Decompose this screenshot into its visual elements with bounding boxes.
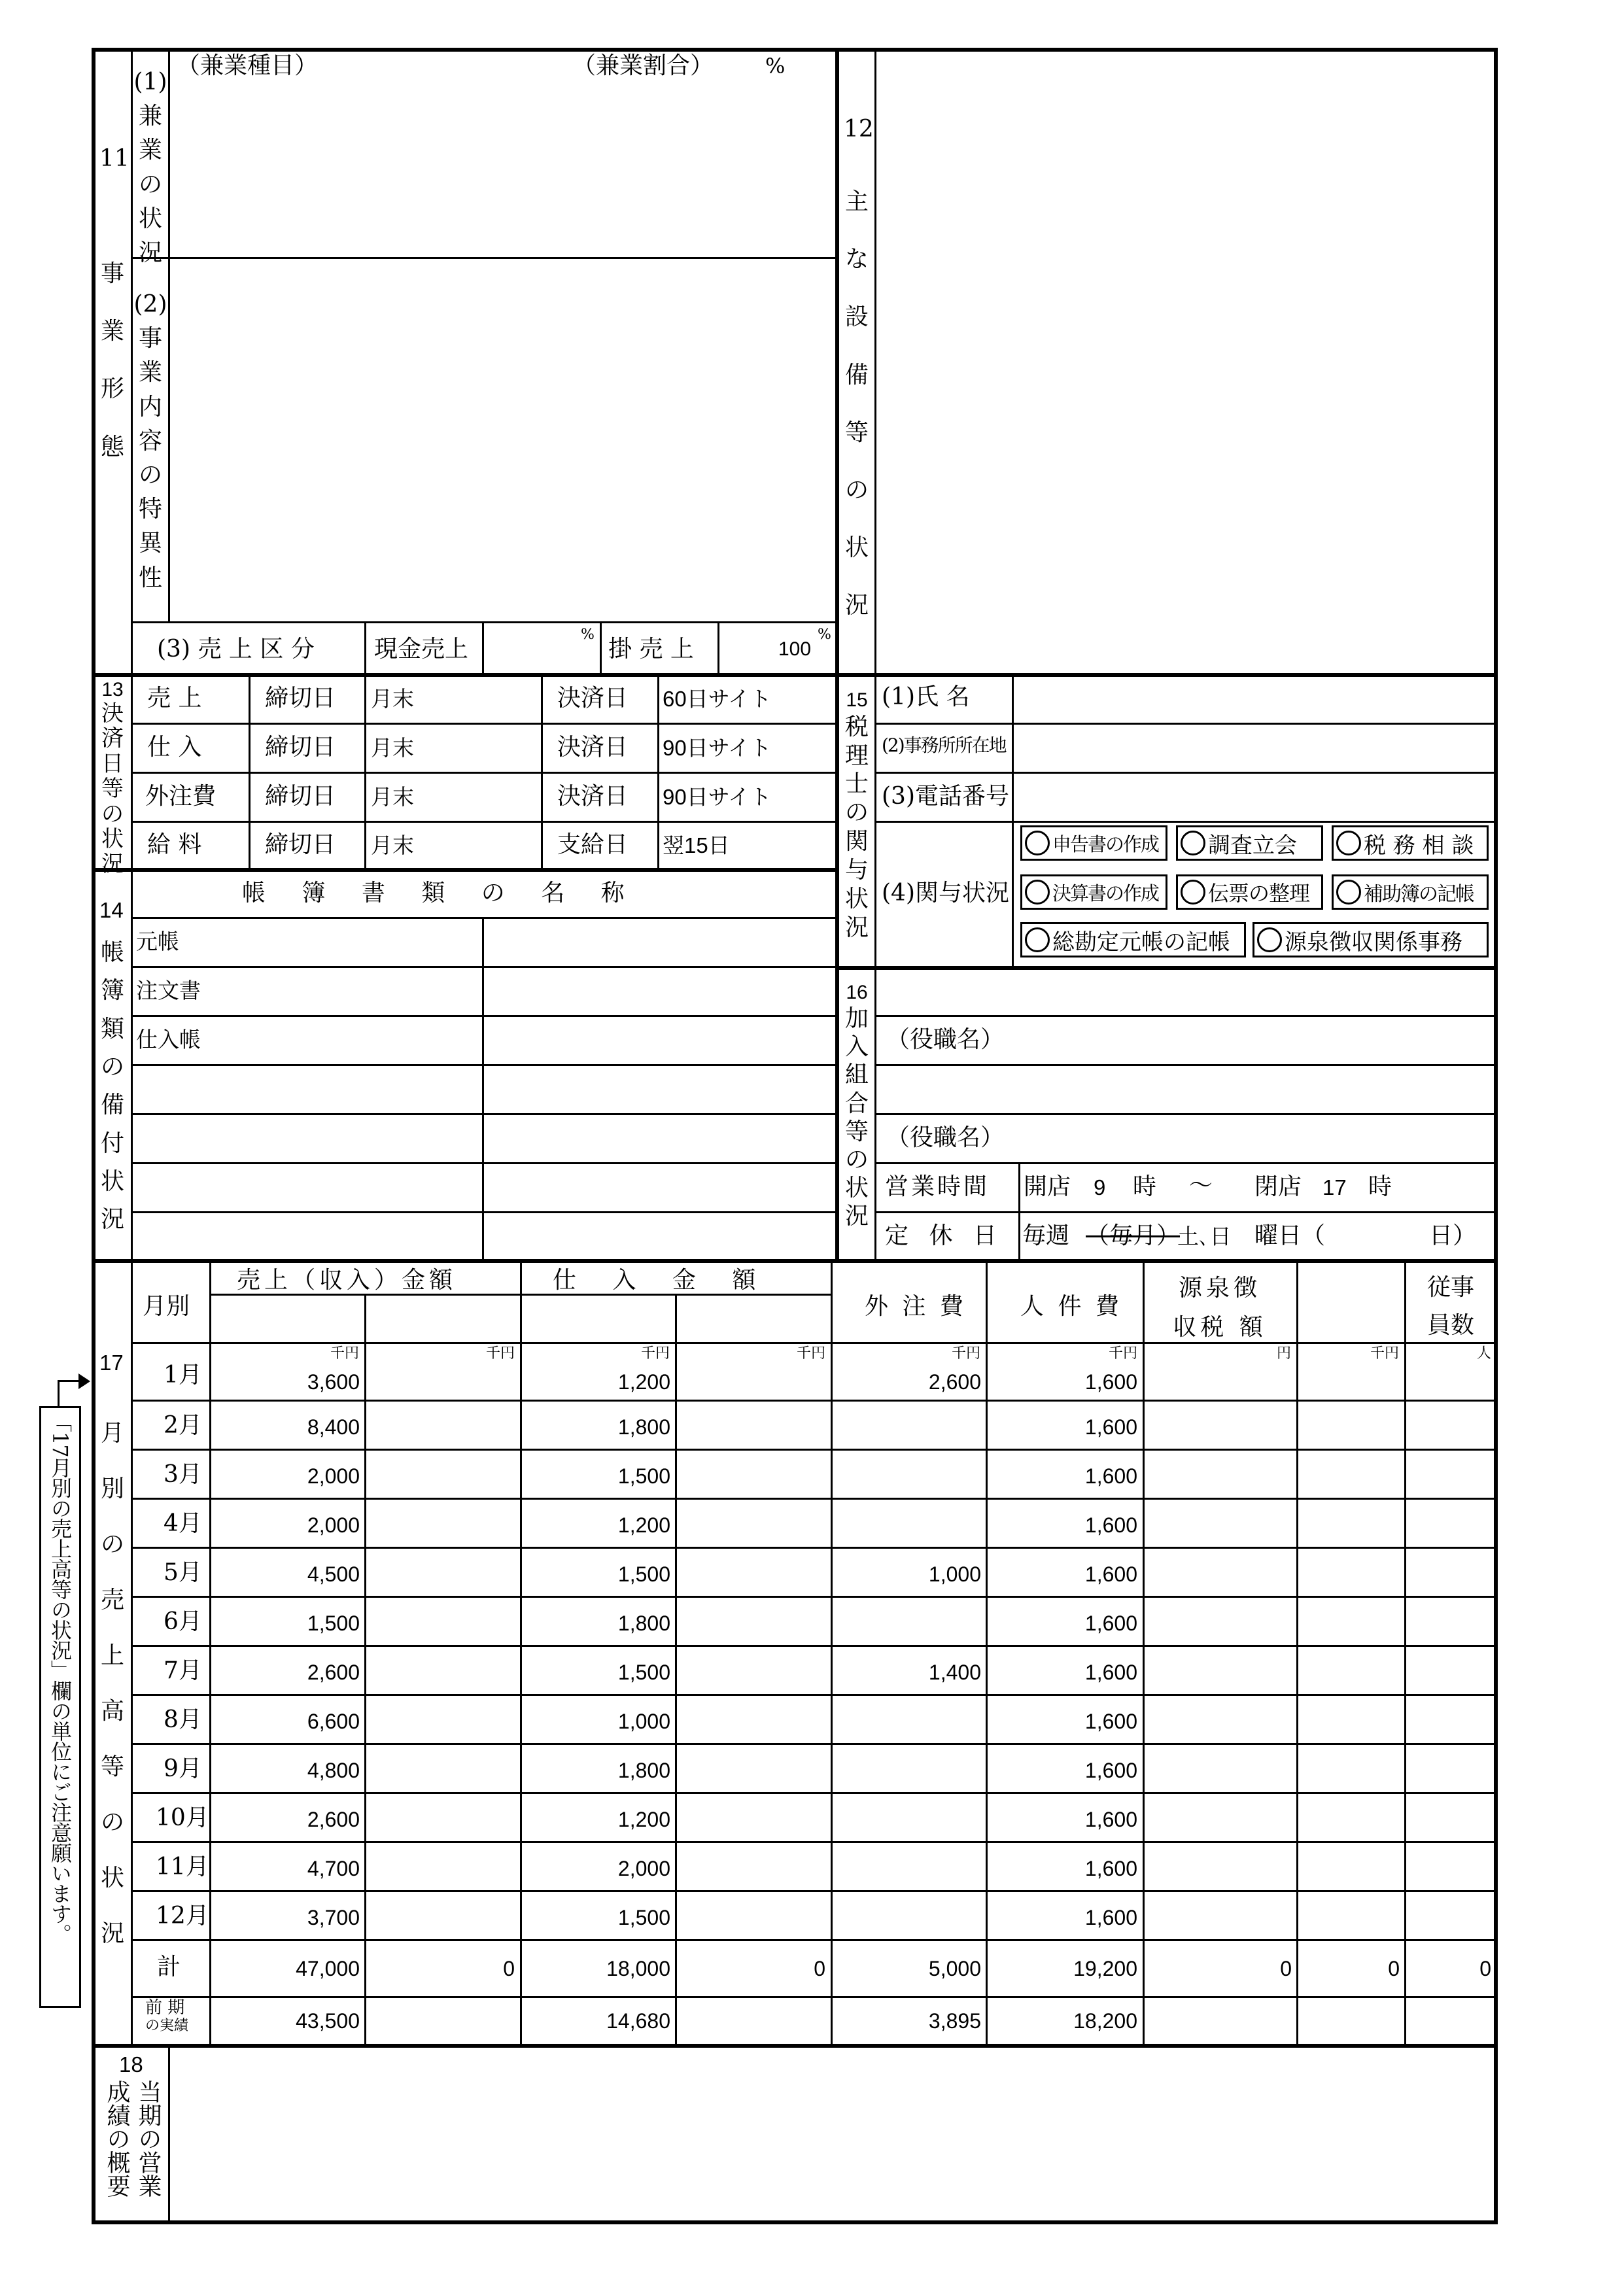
settle-close-val-1: 月末 — [371, 687, 414, 711]
purchase-cell: 1,500 — [617, 1562, 670, 1586]
settle-close-2: 締切日 — [265, 734, 336, 761]
settle-close-4: 締切日 — [265, 831, 336, 858]
month-label: 1月 — [164, 1362, 202, 1388]
open-hour-unit: 時 — [1133, 1173, 1157, 1200]
book-3: 仕入帳 — [136, 1027, 201, 1052]
hours-tilde: ～ — [1189, 1172, 1213, 1199]
sec12-title: 主 な 設 備 等 の 状 況 — [844, 188, 869, 619]
involve-opt-tax-return[interactable]: 申告書の作成 — [1020, 825, 1167, 861]
sec16-label: 16 加 入 組 合 等 の 状 況 — [844, 982, 869, 1230]
total-sales2: 0 — [503, 1957, 515, 1980]
total-personnel: 19,200 — [1073, 1957, 1137, 1980]
month-label: 6月 — [164, 1608, 202, 1635]
close-hour: 17 — [1322, 1175, 1347, 1199]
settle-item-1: 売 上 — [147, 685, 202, 712]
settle-pay-val-3: 90日サイト — [663, 785, 772, 809]
credit-sales-value: 100 — [778, 638, 812, 660]
cash-sales-pct: % — [581, 627, 595, 643]
holiday-weekly: 毎週 — [1022, 1222, 1070, 1249]
arrow-head — [78, 1373, 90, 1389]
settle-close-val-4: 月末 — [371, 833, 414, 857]
arrow-line — [58, 1380, 81, 1382]
h-purchase: 仕 入 金 額 — [553, 1267, 770, 1294]
outsource-cell: 1,400 — [928, 1661, 981, 1684]
settle-pay-1: 決済日 — [557, 685, 629, 712]
purchase-cell: 1,800 — [617, 1759, 670, 1782]
unit-side-note: 「17月別の売上高等の状況」欄の単位にご注意願います。 — [48, 1411, 73, 1944]
month-label: 11月 — [156, 1853, 209, 1880]
personnel-cell: 1,600 — [1084, 1370, 1137, 1394]
circle-icon — [1025, 927, 1050, 952]
sec14-number: 14 — [99, 898, 124, 922]
personnel-cell: 1,600 — [1084, 1808, 1137, 1831]
frame-top-right — [835, 48, 1498, 677]
sales-cell: 2,600 — [307, 1661, 360, 1684]
purchase-cell: 1,200 — [617, 1808, 670, 1831]
book-2: 注文書 — [136, 978, 201, 1003]
purchase-cell: 1,200 — [617, 1513, 670, 1537]
total-purchase: 18,000 — [606, 1957, 670, 1980]
settle-pay-val-1: 60日サイト — [663, 687, 772, 711]
sec12-number: 12 — [844, 116, 874, 143]
union-position-label-2: （役職名） — [886, 1124, 1005, 1151]
sec17-number: 17 — [99, 1351, 124, 1375]
h-month: 月別 — [143, 1293, 190, 1320]
month-label: 4月 — [164, 1510, 202, 1537]
involve-opt-withholding[interactable]: 源泉徴収関係事務 — [1253, 922, 1489, 957]
involve-opt-consult[interactable]: 税 務 相 談 — [1332, 825, 1489, 861]
sec11-s1-ratio: （兼業割合） — [572, 52, 714, 79]
prev-label-1: 前 期 — [145, 1998, 185, 2018]
unit-personnel: 千円 — [1108, 1345, 1137, 1361]
unit-outsource: 千円 — [951, 1345, 980, 1361]
settle-item-4: 給 料 — [147, 831, 202, 858]
sec11-number: 11 — [99, 145, 130, 172]
total-label: 計 — [157, 1954, 181, 1980]
unit-sales2: 千円 — [485, 1345, 515, 1361]
settle-item-2: 仕 入 — [147, 734, 202, 761]
month-label: 10月 — [156, 1804, 209, 1831]
unit-withhold: 円 — [1276, 1345, 1291, 1361]
personnel-cell: 1,600 — [1084, 1562, 1137, 1586]
open-hour: 9 — [1094, 1175, 1106, 1199]
prev-purchase: 14,680 — [606, 2009, 670, 2033]
personnel-cell: 1,600 — [1084, 1415, 1137, 1439]
business-hours-label: 営業時間 — [885, 1173, 990, 1200]
sec15-label: 15 税 理 士 の 関 与 状 況 — [844, 689, 869, 941]
tax-accountant-name-label: (1)氏 名 — [882, 683, 970, 710]
settle-pay-val-4: 翌15日 — [663, 833, 730, 857]
involve-opt-subledger[interactable]: 補助簿の記帳 — [1332, 874, 1489, 910]
personnel-cell: 1,600 — [1084, 1513, 1137, 1537]
sec13-label: 13 決 済 日 等 の 状 況 — [101, 679, 124, 878]
sales-cell: 2,600 — [307, 1808, 360, 1831]
involve-opt-ledger[interactable]: 総勘定元帳の記帳 — [1020, 922, 1246, 957]
h-sales: 売上（収入）金額 — [237, 1267, 457, 1294]
month-label: 5月 — [164, 1559, 202, 1586]
settle-close-val-3: 月末 — [371, 785, 414, 809]
arrow-icon — [58, 1380, 60, 1406]
prev-label-2: の実績 — [145, 2018, 189, 2034]
purchase-cell: 1,000 — [617, 1710, 670, 1733]
unit-staff: 人 — [1476, 1345, 1491, 1361]
prev-outsource: 3,895 — [928, 2009, 981, 2033]
month-label: 9月 — [164, 1755, 202, 1782]
sec11-s3-label: (3) 売 上 区 分 — [157, 636, 315, 663]
credit-sales-pct: % — [818, 627, 831, 643]
unit-purchase2: 千円 — [796, 1345, 825, 1361]
purchase-cell: 1,500 — [617, 1906, 670, 1929]
holiday-days: 土､日 — [1177, 1224, 1232, 1249]
personnel-cell: 1,600 — [1084, 1661, 1137, 1684]
circle-icon — [1336, 831, 1361, 855]
involve-opt-audit[interactable]: 調査立会 — [1176, 825, 1323, 861]
personnel-cell: 1,600 — [1084, 1759, 1137, 1782]
settle-close-val-2: 月末 — [371, 736, 414, 760]
sec18-title: 当期の営業成績の概要 — [103, 2080, 162, 2198]
settle-close-3: 締切日 — [265, 783, 336, 810]
outsource-cell: 2,600 — [928, 1370, 981, 1394]
total-withhold2: 0 — [1388, 1957, 1400, 1980]
holiday-label: 定 休 日 — [885, 1222, 1003, 1249]
purchase-cell: 1,800 — [617, 1612, 670, 1635]
total-outsource: 5,000 — [928, 1957, 981, 1980]
month-label: 8月 — [164, 1706, 202, 1733]
circle-icon — [1181, 831, 1205, 855]
sales-cell: 3,700 — [307, 1906, 360, 1929]
personnel-cell: 1,600 — [1084, 1464, 1137, 1488]
holiday-youbi: 曜日（ — [1254, 1222, 1326, 1249]
tax-accountant-phone-label: (3)電話番号 — [882, 783, 1009, 810]
unit-purchase: 千円 — [640, 1345, 670, 1361]
tax-accountant-involve-label: (4)関与状況 — [882, 880, 1009, 906]
settle-pay-4: 支給日 — [557, 831, 629, 858]
circle-icon — [1181, 880, 1205, 905]
month-label: 7月 — [164, 1657, 202, 1684]
sales-cell: 2,000 — [307, 1513, 360, 1537]
union-position-label-1: （役職名） — [886, 1026, 1005, 1053]
holiday-monthly: （毎月） — [1086, 1222, 1181, 1249]
sales-cell: 6,600 — [307, 1710, 360, 1733]
h-staff: 従事員数 — [1426, 1274, 1474, 1339]
personnel-cell: 1,600 — [1084, 1857, 1137, 1880]
h-withhold: 源泉徴収税 額 — [1173, 1275, 1267, 1341]
purchase-cell: 1,200 — [617, 1370, 670, 1394]
circle-icon — [1257, 927, 1282, 952]
sales-cell: 1,500 — [307, 1612, 360, 1635]
cash-sales-label: 現金売上 — [374, 636, 469, 663]
close-hour-unit: 時 — [1368, 1173, 1392, 1200]
sales-cell: 2,000 — [307, 1464, 360, 1488]
credit-sales-label: 掛 売 上 — [608, 636, 694, 663]
circle-icon — [1025, 831, 1050, 855]
settle-pay-val-2: 90日サイト — [663, 736, 772, 760]
circle-icon — [1336, 880, 1361, 905]
sec11-s1-label: (1) 兼 業 の 状 況 — [133, 69, 167, 266]
settle-item-3: 外注費 — [145, 783, 216, 810]
open-label: 開店 — [1024, 1173, 1071, 1200]
sec11-s1-kind: （兼業種目） — [177, 52, 319, 79]
settle-close-1: 締切日 — [265, 685, 336, 712]
sec11-s2-label: (2) 事 業 内 容 の 特 異 性 — [133, 291, 167, 591]
sec11-title: 事 業 形 態 — [100, 260, 124, 460]
tax-accountant-office-label: (2)事務所所在地 — [882, 734, 1006, 756]
personnel-cell: 1,600 — [1084, 1710, 1137, 1733]
prev-sales: 43,500 — [296, 2009, 360, 2033]
h-outsource: 外 注 費 — [865, 1293, 967, 1320]
outsource-cell: 1,000 — [928, 1562, 981, 1586]
prev-personnel: 18,200 — [1073, 2009, 1137, 2033]
personnel-cell: 1,600 — [1084, 1612, 1137, 1635]
month-label: 3月 — [164, 1461, 202, 1488]
involve-opt-statement[interactable]: 決算書の作成 — [1020, 874, 1167, 910]
purchase-cell: 1,500 — [617, 1661, 670, 1684]
books-header: 帳 簿 書 類 の 名 称 — [242, 880, 639, 906]
frame-top-left — [92, 48, 839, 677]
month-label: 2月 — [164, 1412, 202, 1439]
month-label: 12月 — [156, 1903, 209, 1929]
settle-pay-2: 決済日 — [557, 734, 629, 761]
purchase-cell: 1,500 — [617, 1464, 670, 1488]
sec14-title: 帳 簿 類 の 備 付 状 況 — [100, 939, 124, 1233]
unit-withhold2: 千円 — [1370, 1345, 1399, 1361]
total-purchase2: 0 — [814, 1957, 825, 1980]
total-staff: 0 — [1479, 1957, 1491, 1980]
frame-summary — [92, 2044, 1498, 2224]
circle-icon — [1025, 880, 1050, 905]
sales-cell: 8,400 — [307, 1415, 360, 1439]
sec17-title: 月 別 の 売 上 高 等 の 状 況 — [100, 1420, 124, 1947]
sales-cell: 4,500 — [307, 1562, 360, 1586]
settle-pay-3: 決済日 — [557, 783, 629, 810]
purchase-cell: 2,000 — [617, 1857, 670, 1880]
close-label: 閉店 — [1254, 1173, 1302, 1200]
sales-cell: 4,700 — [307, 1857, 360, 1880]
book-1: 元帳 — [136, 929, 179, 954]
sales-cell: 4,800 — [307, 1759, 360, 1782]
involve-opt-slips[interactable]: 伝票の整理 — [1176, 874, 1323, 910]
holiday-hi: 日） — [1429, 1222, 1477, 1249]
sec11-s1-pct: % — [765, 54, 786, 78]
sec18-number: 18 — [119, 2052, 143, 2077]
unit-sales: 千円 — [330, 1345, 359, 1361]
purchase-cell: 1,800 — [617, 1415, 670, 1439]
total-sales: 47,000 — [296, 1957, 360, 1980]
h-personnel: 人 件 費 — [1020, 1293, 1122, 1320]
personnel-cell: 1,600 — [1084, 1906, 1137, 1929]
total-withhold: 0 — [1280, 1957, 1292, 1980]
sales-cell: 3,600 — [307, 1370, 360, 1394]
